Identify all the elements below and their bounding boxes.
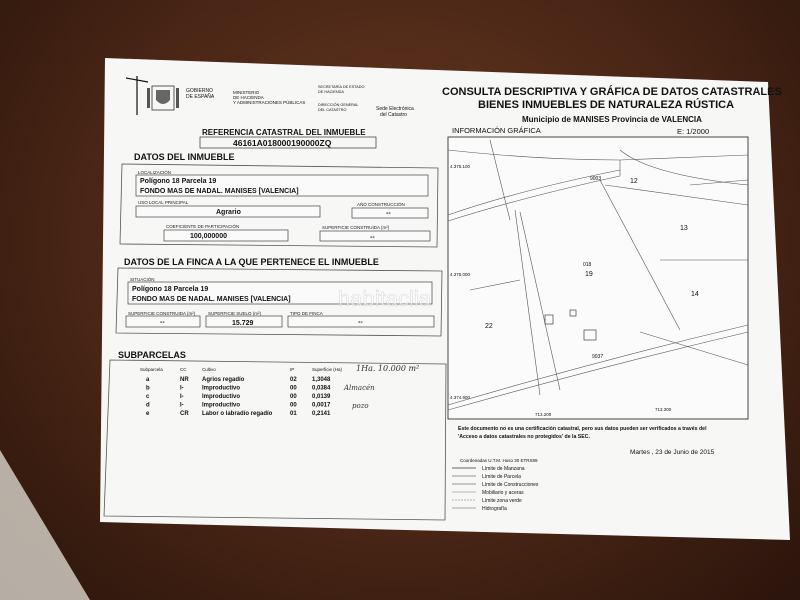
- informacion-grafica: [448, 126, 748, 419]
- legend-item-zona-verde: Límite zona verde: [482, 498, 522, 504]
- referencia-label: REFERENCIA CATASTRAL DEL INMUEBLE: [202, 128, 366, 137]
- handwritten-total: 1Ha. 10.000 m²: [356, 364, 420, 373]
- sup-const-label: SUPERFICIE CONSTRUIDA (m²): [128, 311, 196, 316]
- sup-suelo-value: 15.729: [232, 320, 254, 327]
- footer-note-line1: Este documento no es una certificación catastral, pero sus datos pueden ser verificados a través del: [458, 426, 707, 432]
- anio-value: --: [386, 210, 391, 217]
- handwritten-pozo: pozo: [352, 402, 369, 410]
- cell-ip: 00: [290, 385, 297, 392]
- cell-subparcela: b: [146, 385, 150, 392]
- cell-superficie: 0,2141: [312, 411, 331, 417]
- direccion-line1: DIRECCIÓN GENERAL: [318, 103, 359, 107]
- secretaria-line1: SECRETARÍA DE ESTADO: [318, 85, 365, 89]
- tipo-value: --: [358, 319, 363, 326]
- localizacion-line1: Polígono 18 Parcela 19: [140, 178, 217, 185]
- cell-superficie: 1,3048: [312, 377, 331, 383]
- cell-superficie: 0,0139: [312, 394, 331, 400]
- scale-label: E: 1/2000: [677, 127, 710, 136]
- cell-cultivo: Labor o labradío regadío: [202, 411, 273, 417]
- localizacion-line2: FONDO MAS DE NADAL. MANISES [VALENCIA]: [140, 188, 299, 195]
- cell-cultivo: Improductivo: [202, 385, 241, 392]
- cell-superficie: 0,0384: [312, 385, 331, 392]
- col-superficie: Superficie (Ha): [312, 367, 343, 372]
- road-9037: 9037: [592, 354, 604, 360]
- parcel-14: 14: [691, 291, 699, 298]
- col-ip: IP: [290, 367, 295, 372]
- cell-subparcela: a: [146, 377, 150, 383]
- cell-cc: I-: [180, 385, 184, 392]
- situacion-line2: FONDO MAS DE NADAL. MANISES [VALENCIA]: [132, 296, 291, 303]
- tipo-label: TIPO DE FINCA: [290, 311, 323, 316]
- cell-cc: I-: [180, 402, 184, 409]
- parcel-018: 018: [583, 262, 592, 268]
- title-line1: CONSULTA DESCRIPTIVA Y GRÁFICA DE DATOS CATASTRALES: [442, 86, 782, 98]
- coef-value: 100,000000: [190, 233, 227, 240]
- situacion-line1: Polígono 18 Parcela 19: [132, 286, 209, 293]
- cell-ip: 00: [290, 394, 297, 400]
- ministry-line3: Y ADMINISTRACIONES PÚBLICAS: [233, 100, 306, 105]
- cell-ip: 00: [290, 402, 297, 409]
- legend-item-construcciones: Límite de Construcciones: [482, 482, 539, 488]
- parcel-22: 22: [485, 323, 493, 330]
- referencia-value: 46161A018000190000ZQ: [233, 138, 332, 148]
- col-subparcela: Subparcela: [140, 367, 163, 372]
- legend-item-hidrografia: Hidrografía: [482, 506, 507, 512]
- localizacion-label: LOCALIZACIÓN: [138, 170, 172, 175]
- sede-line2: del Catastro: [380, 112, 407, 118]
- footer-date: Martes , 23 de Junio de 2015: [630, 449, 715, 456]
- title-line2: BIENES INMUEBLES DE NATURALEZA RÚSTICA: [478, 99, 735, 111]
- handwritten-almacen: Almacén: [344, 384, 375, 392]
- coef-label: COEFICIENTE DE PARTICIPACIÓN: [166, 224, 240, 229]
- cell-ip: 01: [290, 411, 297, 417]
- ministry-line2: DE HACIENDA: [233, 95, 264, 100]
- cell-subparcela: e: [146, 411, 150, 417]
- uso-label: USO LOCAL PRINCIPAL: [138, 200, 189, 205]
- grafica-label: INFORMACIÓN GRÁFICA: [452, 126, 541, 135]
- uso-value: Agrario: [216, 209, 241, 216]
- cell-superficie: 0,0017: [312, 402, 331, 409]
- col-cc: CC: [180, 367, 187, 372]
- coord-y2: 4.375.000: [450, 272, 471, 277]
- cell-cultivo: Agrios regadío: [202, 377, 245, 383]
- cell-cc: I-: [180, 394, 184, 400]
- anio-label: AÑO CONSTRUCCIÓN: [357, 202, 405, 207]
- cell-subparcela: d: [146, 402, 150, 409]
- subparcelas-heading: SUBPARCELAS: [118, 350, 186, 360]
- cell-cultivo: Improductivo: [202, 402, 241, 409]
- parcel-19: 19: [585, 271, 593, 278]
- sup-suelo-label: SUPERFICIE SUELO (m²): [208, 311, 262, 316]
- cell-ip: 02: [290, 377, 297, 383]
- cell-cc: NR: [180, 377, 189, 383]
- datos-finca-heading: DATOS DE LA FINCA A LA QUE PERTENECE EL INMUEBLE: [124, 257, 379, 267]
- gov-line2: DE ESPAÑA: [186, 94, 215, 100]
- legend-item-parcela: Límite de Parcela: [482, 474, 521, 480]
- situacion-label: SITUACIÓN: [130, 277, 155, 282]
- datos-inmueble-heading: DATOS DEL INMUEBLE: [134, 152, 235, 162]
- legend-item-manzana: Límite de Manzana: [482, 466, 525, 472]
- sup-value: --: [370, 234, 375, 241]
- habitaclia-watermark: habitaclia: [338, 286, 431, 311]
- road-9003: 9003: [590, 176, 602, 182]
- sup-const-value: --: [160, 319, 165, 326]
- gov-line1: GOBIERNO: [186, 88, 213, 94]
- title-line3: Municipio de MANISES Provincia de VALENCIA: [522, 115, 702, 124]
- coord-x1: 713.200: [535, 412, 552, 417]
- coord-y3: 4.374.900: [450, 395, 471, 400]
- parcel-13: 13: [680, 225, 688, 232]
- secretaria-line2: DE HACIENDA: [318, 90, 344, 94]
- cell-subparcela: c: [146, 394, 150, 400]
- sede-line1: Sede Electrónica: [376, 106, 414, 112]
- coord-y1: 4.375.100: [450, 164, 471, 169]
- legend-coords: Coordenadas U.T.M. Huso 30 ETRS89: [460, 458, 538, 463]
- parcel-12: 12: [630, 178, 638, 185]
- sup-label: SUPERFICIE CONSTRUIDA (m²): [322, 225, 390, 230]
- ministry-line1: MINISTERIO: [233, 90, 260, 95]
- col-cultivo: Cultivo: [202, 367, 216, 372]
- footer-note-line2: 'Acceso a datos catastrales no protegidos' de la SEC.: [458, 434, 590, 440]
- cell-cc: CR: [180, 411, 189, 417]
- coord-x2: 713.300: [655, 407, 672, 412]
- direccion-line2: DEL CATASTRO: [318, 108, 347, 112]
- legend-item-mobiliario: Mobiliario y aceras: [482, 490, 524, 496]
- cell-cultivo: Improductivo: [202, 394, 241, 400]
